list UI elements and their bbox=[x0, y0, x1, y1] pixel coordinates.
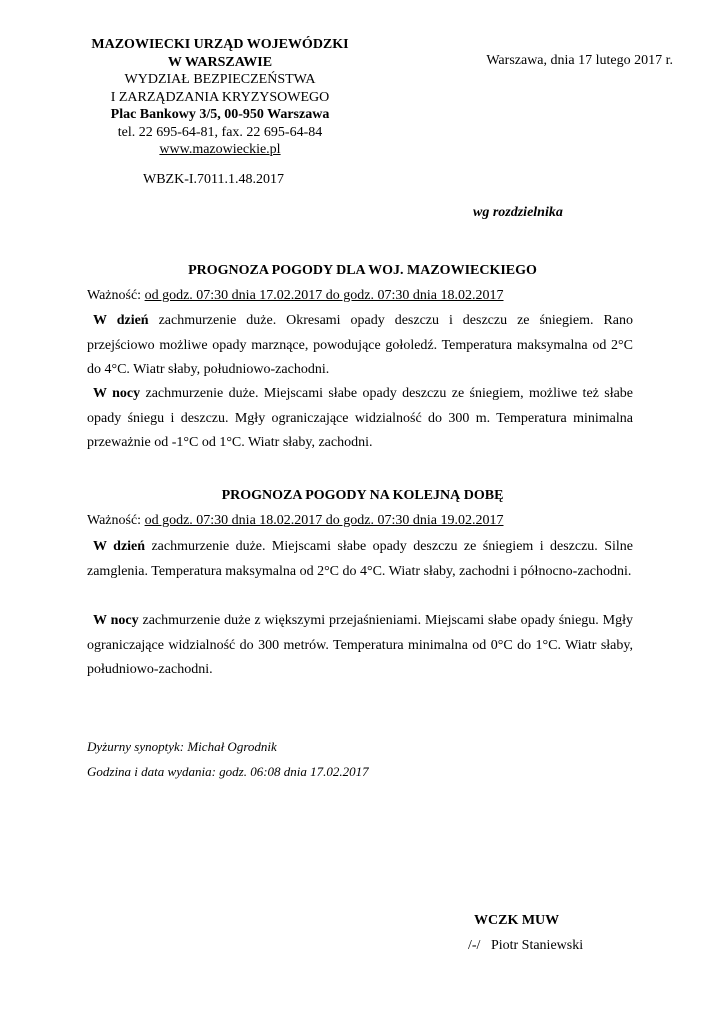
duty-forecaster: Dyżurny synoptyk: Michał Ogrodnik bbox=[87, 739, 277, 754]
next-day-day-paragraph bbox=[87, 535, 633, 584]
forecast-night-paragraph bbox=[87, 382, 633, 456]
validity-range: od godz. 07:30 dnia 17.02.2017 do godz. 07:30 dnia 18.02.2017 bbox=[144, 288, 504, 303]
sender-phone: tel. 22 695-64-81, fax. 22 695-64-84 bbox=[117, 124, 323, 140]
sender-office-city: W WARSZAWIE bbox=[167, 54, 273, 70]
day-lead: W dzień bbox=[93, 313, 149, 328]
sender-department: WYDZIAŁ BEZPIECZEŃSTWA bbox=[124, 72, 316, 87]
forecast-title: PROGNOZA POGODY DLA WOJ. MAZOWIECKIEGO bbox=[188, 263, 537, 278]
recipient-line: wg rozdzielnika bbox=[473, 205, 563, 220]
issue-time: Godzina i data wydania: godz. 06:08 dnia 17.02.2017 bbox=[87, 764, 369, 779]
sender-website-link[interactable]: www.mazowieckie.pl bbox=[159, 142, 281, 157]
day-text: zachmurzenie duże. Miejscami słabe opady deszczu ze śniegiem i deszczu. Silne zamglenia. Temperatura maksymalna od 2°C do 4°C. Wiatr słaby, zachodni i północno-zachodni. bbox=[87, 539, 633, 579]
forecast-validity bbox=[87, 288, 504, 304]
sender-department-cont: I ZARZĄDZANIA KRYZYSOWEGO bbox=[110, 89, 330, 105]
forecast-day-paragraph bbox=[87, 309, 633, 383]
next-day-validity bbox=[87, 513, 504, 529]
validity-label: Ważność: bbox=[87, 288, 142, 303]
next-day-forecast-title: PROGNOZA POGODY NA KOLEJNĄ DOBĘ bbox=[221, 488, 504, 503]
day-lead: W dzień bbox=[93, 539, 146, 554]
place-and-date: Warszawa, dnia 17 lutego 2017 r. bbox=[486, 53, 673, 68]
night-lead: W nocy bbox=[93, 386, 141, 401]
next-day-night-paragraph bbox=[87, 609, 633, 683]
night-lead: W nocy bbox=[93, 613, 139, 628]
night-text: zachmurzenie duże z większymi przejaśnieniami. Miejscami słabe opady śniegu. Mgły ograniczające widzialność do 300 metrów. Temperatura minimalna od 0°C do 1°C. Wiatr słaby, południowo-zachodni. bbox=[87, 613, 633, 677]
sender-header bbox=[80, 36, 360, 159]
signatory-office: WCZK MUW bbox=[474, 913, 560, 928]
sender-address: Plac Bankowy 3/5, 00-950 Warszawa bbox=[110, 107, 330, 122]
validity-label: Ważność: bbox=[87, 513, 142, 528]
validity-range: od godz. 07:30 dnia 18.02.2017 do godz. 07:30 dnia 19.02.2017 bbox=[144, 513, 504, 528]
signatory-name: /-/ Piotr Staniewski bbox=[468, 938, 584, 953]
document-reference: WBZK-I.7011.1.48.2017 bbox=[143, 172, 285, 187]
night-text: zachmurzenie duże. Miejscami słabe opady deszczu ze śniegiem, możliwe też słabe opady śniegu i deszczu. Mgły ograniczające widzialność do 300 m. Temperatura minimalna przeważnie od -1°C od 1°C. Wiatr słaby, zachodni. bbox=[87, 386, 634, 450]
sender-office-name: MAZOWIECKI URZĄD WOJEWÓDZKI bbox=[91, 37, 349, 52]
day-text: zachmurzenie duże. Okresami opady deszczu i deszczu ze śniegiem. Rano przejściowo możliwe opady marznące, powodujące gołoledź. Temperatura maksymalna od 2°C do 4°C. Wiatr słaby, południowo-zachodni. bbox=[87, 313, 634, 377]
